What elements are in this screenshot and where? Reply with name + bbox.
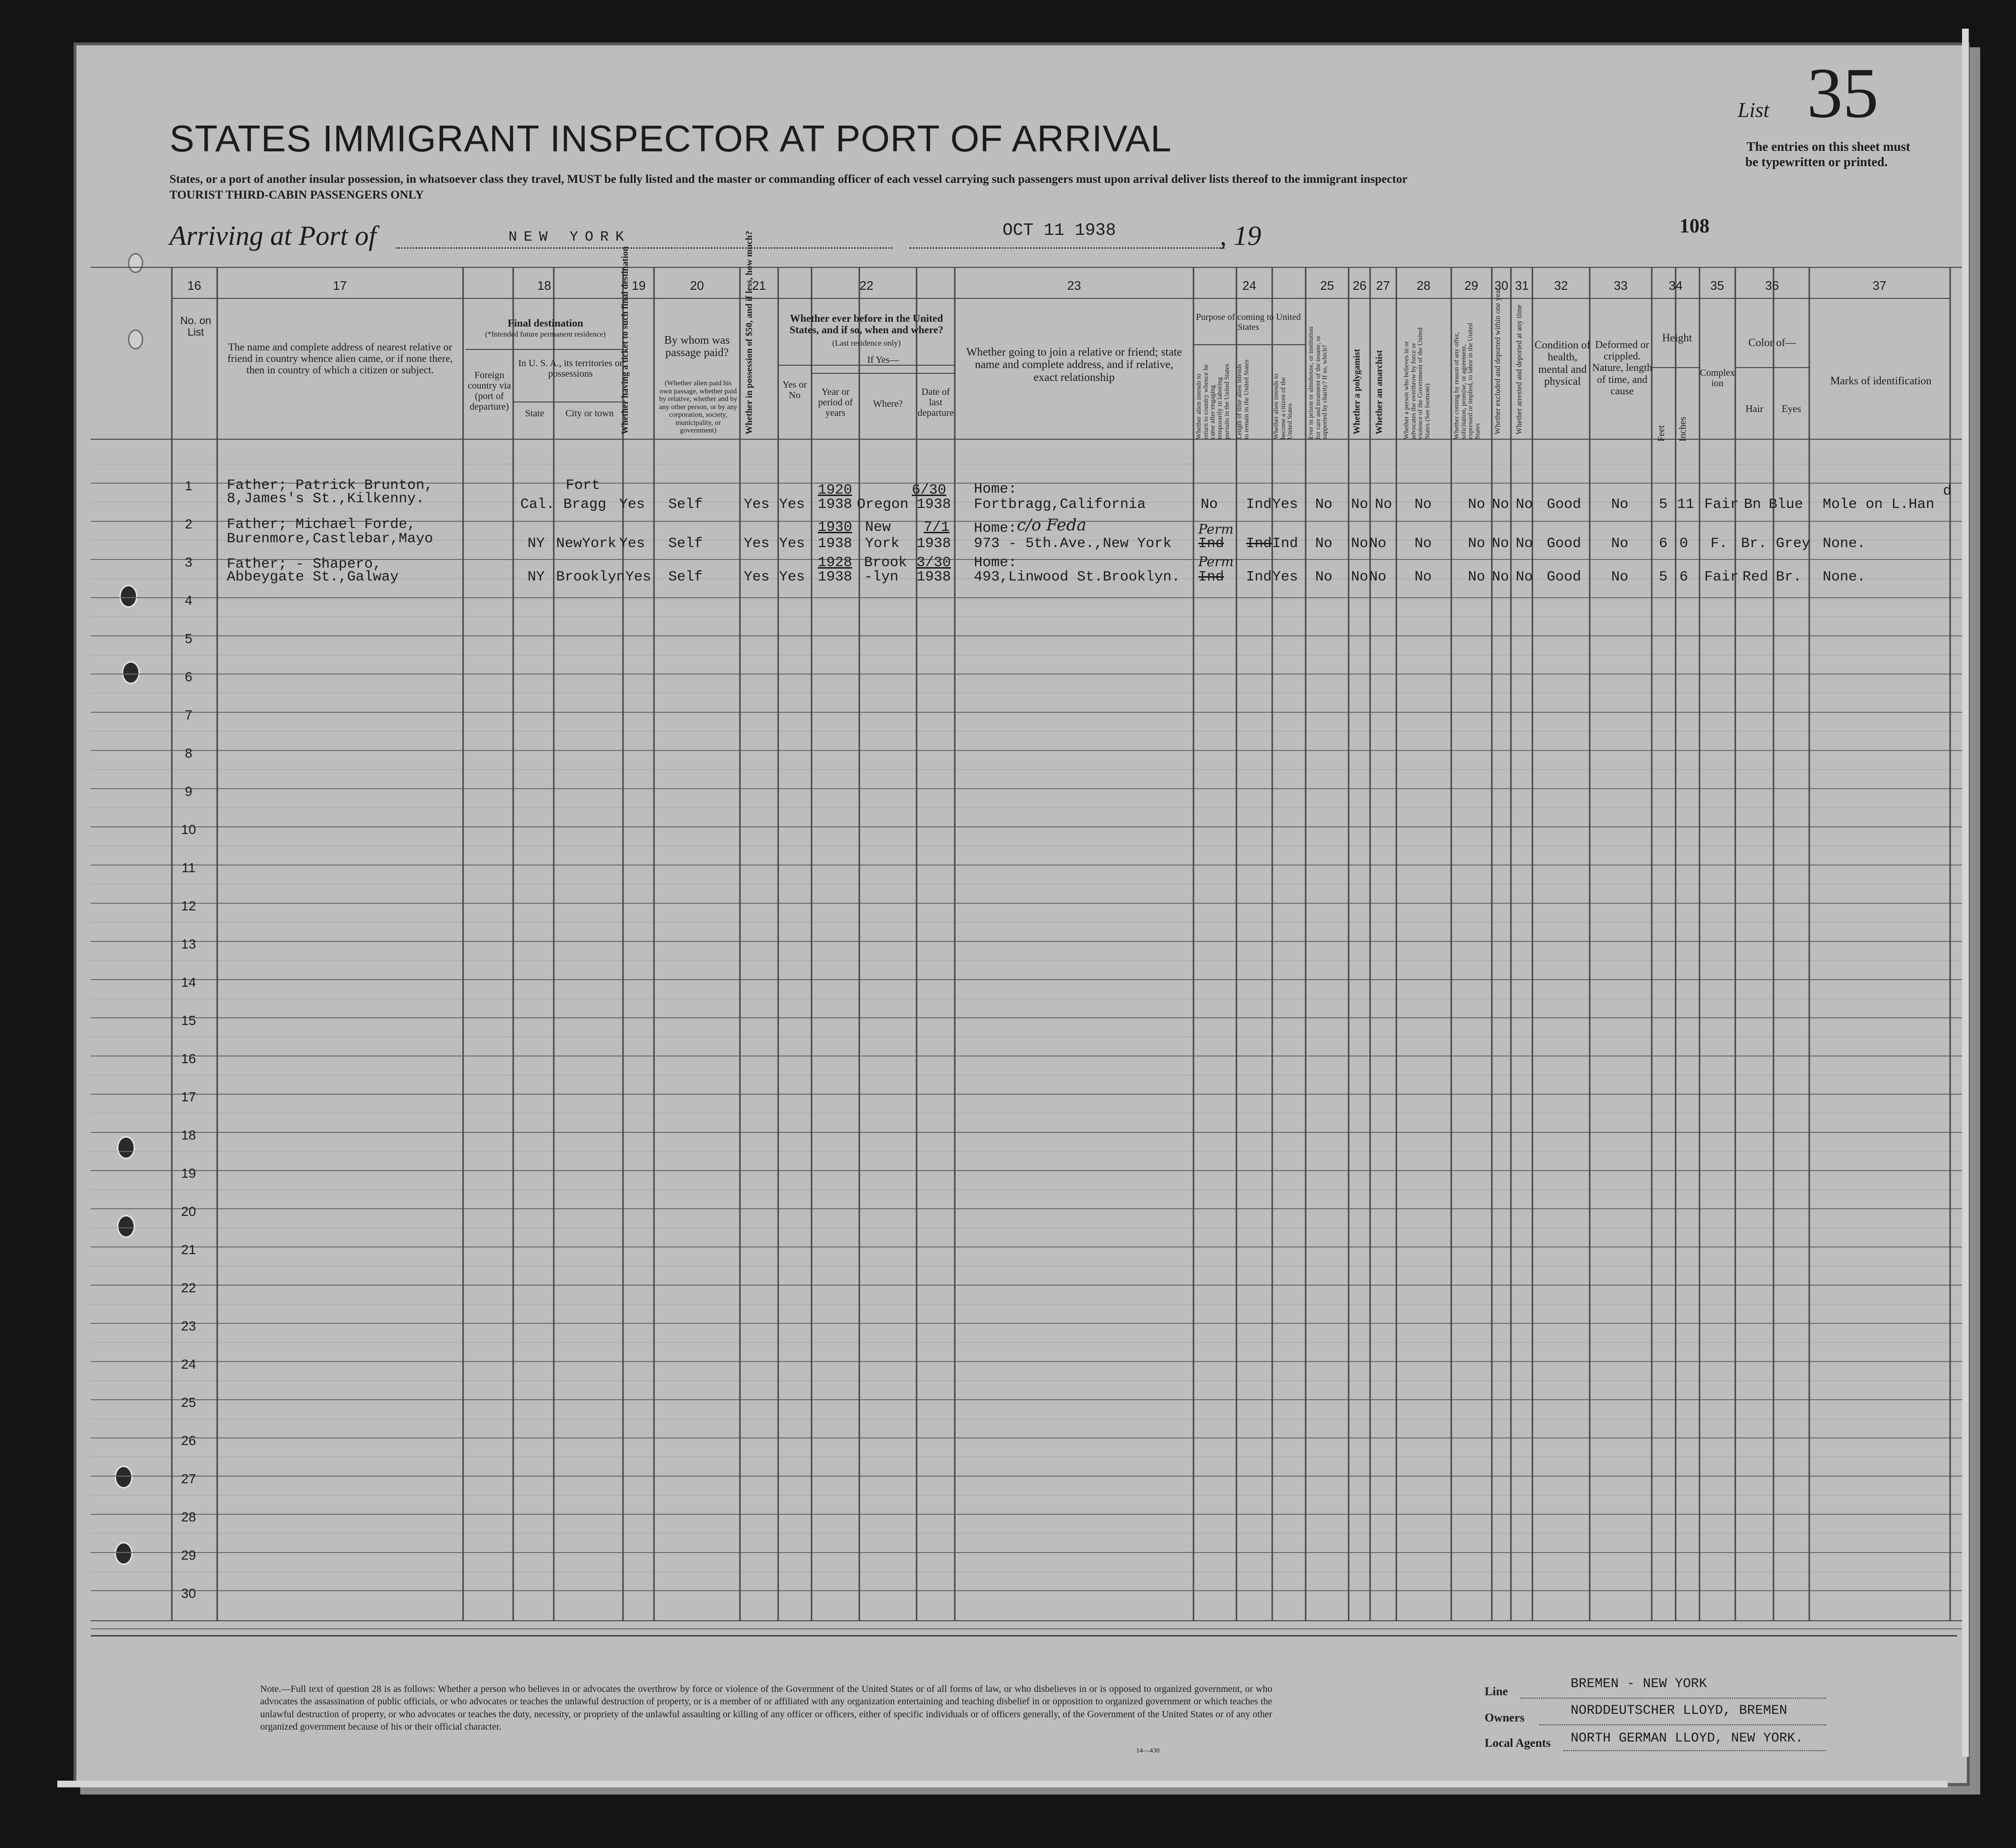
purpose-handwritten: Perm — [1198, 554, 1234, 570]
hair-color: Red — [1742, 569, 1769, 585]
deformed: No — [1611, 536, 1629, 552]
where-in-us: -lyn — [864, 569, 899, 585]
prison: No — [1315, 569, 1333, 585]
header-yes-no: Yes or No — [782, 380, 807, 401]
deported: No — [1516, 569, 1533, 585]
deported: No — [1516, 496, 1533, 513]
polygamist: No — [1351, 569, 1369, 585]
joining-address: 493,Linwood St.Brooklyn. — [974, 569, 1181, 585]
health: Good — [1547, 496, 1582, 513]
purpose-citizen: Yes — [1272, 496, 1298, 513]
line-label: Line — [1485, 1685, 1508, 1698]
destination-city: Fort — [566, 477, 601, 494]
row-number: 26 — [181, 1433, 196, 1448]
row-number: 20 — [181, 1204, 196, 1219]
row-number: 12 — [181, 898, 196, 913]
destination-city: NewYork — [556, 536, 617, 552]
row-number: 28 — [181, 1510, 196, 1524]
header-year: Year or period of years — [818, 387, 853, 418]
excluded: No — [1492, 569, 1509, 585]
years-in-us: 1930 — [818, 519, 853, 536]
header-passage-paid: By whom was passage paid? — [664, 334, 730, 359]
header-labor-offer: Whether coming by reason of any offer, solicitation, promise, or agreement, expressed or implied, to labor in the United States — [1453, 323, 1482, 439]
health: Good — [1547, 536, 1582, 552]
row-number: 4 — [185, 593, 192, 608]
row-number: 11 — [181, 860, 196, 875]
header-purpose-citizen: Whether alien intends to become a citizen of the United States — [1273, 373, 1294, 439]
year-prefix: , 19 — [1220, 220, 1261, 251]
row-number: 14 — [181, 975, 196, 990]
joining: Home: — [974, 520, 1017, 537]
header-no-on-list: No. on List — [180, 315, 211, 338]
column-number: 25 — [1320, 278, 1334, 293]
ticket: Yes — [625, 569, 652, 585]
ever-before: Yes — [779, 569, 805, 585]
column-number: 28 — [1416, 278, 1431, 293]
header-ticket: Whether having a ticket to such final destination — [620, 246, 630, 434]
row-number: 30 — [181, 1586, 196, 1601]
list-number: 35 — [1807, 53, 1879, 133]
header-deformed: Deformed or crippled. Nature, length of time, and cause — [1592, 338, 1652, 397]
column-number: 32 — [1554, 278, 1568, 293]
destination-city: Brooklyn — [556, 569, 625, 585]
purpose-length: Ind — [1246, 496, 1272, 513]
page-title: STATES IMMIGRANT INSPECTOR AT PORT OF ARRIVAL — [169, 117, 1172, 159]
eye-color: Blue — [1769, 496, 1804, 513]
where-in-us: Brook — [864, 555, 908, 571]
height-feet: 5 — [1659, 496, 1668, 513]
ever-before: Yes — [779, 536, 805, 552]
labor-offer: No — [1468, 569, 1486, 585]
polygamist: No — [1351, 496, 1369, 513]
column-number: 20 — [690, 278, 704, 293]
header-complexion: Complexion — [1699, 368, 1735, 389]
last-departure: 6/30 — [912, 482, 947, 498]
header-health: Condition of health, mental and physical — [1534, 339, 1591, 387]
purpose-handwritten: Perm — [1198, 521, 1234, 537]
port-value: NEW YORK — [508, 229, 631, 245]
row-number: 24 — [181, 1357, 196, 1372]
list-note: be typewritten or printed. — [1745, 155, 1888, 169]
years-in-us: 1928 — [818, 555, 853, 571]
relative-address: Abbeygate St.,Galway — [227, 569, 399, 585]
joining-handwritten: c/o Feda — [1017, 516, 1087, 535]
where-in-us: Oregon — [857, 496, 909, 513]
header-before-in-us: Whether ever before in the United States, and if so, when and where? — [789, 312, 944, 336]
column-number: 35 — [1710, 278, 1724, 293]
joining-address: Fortbragg,California — [974, 496, 1146, 513]
years-in-us: 1938 — [818, 536, 853, 552]
row-number: 25 — [181, 1395, 196, 1410]
deformed: No — [1611, 569, 1629, 585]
header-fifty-dollars: Whether in possession of $50, and if less, how much? — [744, 231, 754, 434]
header-city: City or town — [565, 408, 614, 419]
line-value: BREMEN - NEW YORK — [1571, 1677, 1707, 1691]
row-number: 16 — [181, 1051, 196, 1066]
fifty-dollars: Yes — [744, 569, 770, 585]
header-passage-paid-sub: (Whether alien paid his own passage, whether paid by relative, whether and by any other person, or by any corporation, society, municipality, or government) — [659, 380, 738, 434]
labor-offer: No — [1468, 536, 1486, 552]
header-color-of: Color of— — [1748, 337, 1796, 348]
header-foreign-country: Foreign country via (port of departure) — [467, 370, 511, 412]
column-number: 17 — [333, 278, 347, 293]
column-number: 23 — [1067, 278, 1081, 293]
column-number: 18 — [537, 278, 551, 293]
marks: None. — [1823, 569, 1866, 585]
deformed: No — [1611, 496, 1629, 513]
destination-state: NY — [528, 569, 545, 585]
labor-offer: No — [1468, 496, 1486, 513]
header-final-destination: Final destination — [507, 317, 583, 329]
joining: Home: — [974, 481, 1017, 497]
destination-state: NY — [528, 536, 545, 552]
header-height: Height — [1662, 332, 1692, 344]
purpose-length: Ind — [1246, 536, 1272, 552]
header-overthrow: Whether a person who believes in or advocates the overthrow by force or violence of the Government of the United States (See footnote) — [1403, 327, 1432, 439]
header-last-departure: Date of last departure — [918, 387, 954, 418]
complexion: F. — [1710, 536, 1728, 552]
header-relative: The name and complete address of nearest relative or friend in country whence alien came, or if none there, then in country of which a citizen or subject. — [227, 341, 453, 376]
header-state: State — [525, 408, 544, 419]
column-number: 36 — [1765, 278, 1779, 293]
height-inches: 0 — [1679, 536, 1689, 552]
agents-label: Local Agents — [1485, 1737, 1551, 1750]
column-number: 26 — [1352, 278, 1367, 293]
height-feet: 5 — [1659, 569, 1668, 585]
row-number: 27 — [181, 1471, 196, 1486]
prison: No — [1315, 496, 1333, 513]
header-before-in-us-sub: (Last residence only) — [832, 338, 901, 348]
row-number: 8 — [185, 746, 192, 760]
header-anarchist: Whether an anarchist — [1374, 350, 1384, 434]
row-number: 23 — [181, 1319, 196, 1333]
last-departure: 3/30 — [917, 555, 951, 571]
row-number: 21 — [181, 1242, 196, 1257]
anarchist: No — [1369, 536, 1387, 552]
passage-paid-by: Self — [668, 569, 703, 585]
row-number: 6 — [185, 669, 192, 684]
agents-value: NORTH GERMAN LLOYD, NEW YORK. — [1571, 1731, 1804, 1746]
row-number: 9 — [185, 784, 192, 799]
joining-address: 973 - 5th.Ave.,New York — [974, 536, 1172, 552]
overthrow: No — [1414, 569, 1432, 585]
header-final-destination-sub: (*Intended future permanent residence) — [485, 330, 606, 338]
relative-address: 8,James's St.,Kilkenny. — [227, 491, 425, 507]
eye-color: Br. — [1776, 569, 1802, 585]
height-inches: 6 — [1679, 569, 1689, 585]
column-number: 31 — [1515, 278, 1529, 293]
row-number: 7 — [185, 708, 192, 722]
header-going-to-join: Whether going to join a relative or friend; state name and complete address, and if relative, exact relationship — [966, 346, 1182, 384]
complexion: Fair — [1704, 496, 1739, 513]
owners-label: Owners — [1485, 1711, 1525, 1724]
header-purpose-return: Whether alien intends to return to country whence he came after engaging temporarily in laboring pursuits in the United States — [1195, 364, 1231, 439]
header-marks: Marks of identification — [1830, 375, 1932, 387]
header-eyes: Eyes — [1782, 403, 1801, 414]
where-in-us: York — [865, 536, 900, 552]
ticket: Yes — [619, 536, 645, 552]
years-in-us: 1920 — [818, 482, 853, 498]
deported: No — [1516, 536, 1533, 552]
column-number: 37 — [1872, 278, 1887, 293]
row-number: 18 — [181, 1128, 196, 1142]
last-departure: 1938 — [917, 536, 951, 552]
purpose-return: Ind — [1198, 569, 1224, 585]
header-purpose-length: Length of time alien intends to remain in the United States — [1236, 359, 1250, 439]
row-number: 3 — [185, 555, 192, 570]
ticket: Yes — [619, 496, 645, 513]
eye-color: Grey — [1776, 536, 1811, 552]
header-feet: Feet — [1656, 425, 1667, 442]
health: Good — [1547, 569, 1582, 585]
anarchist: No — [1369, 569, 1387, 585]
last-departure: 7/1 — [924, 519, 950, 536]
footnote: Note.—Full text of question 28 is as follows: Whether a person who believes in or advocates the overthrow by force or violence of the Government of the United States or of all forms of law, or who disbelieves in or is opposed to organized government, or who advocates the assassination of public officials, or who advocates or teaches the unlawful destruction of property, or is a member of or affiliated with any organization entertaining and teaching disbelief in or opposition to organized government or which teaches the unlawful destruction of property, or who advocates or teaches the duty, necessity, or propriety of the unlawful assaulting or killing of any officer or officers, either of specific individuals or of officers generally, of the Government of the United States or of any other organized government because of his or their official character. — [260, 1684, 1272, 1732]
row-number: 10 — [181, 822, 196, 837]
header-hair: Hair — [1745, 403, 1763, 414]
date-stamp: OCT 11 1938 — [1003, 221, 1116, 240]
row-number: 13 — [181, 937, 196, 951]
overthrow: No — [1414, 536, 1432, 552]
owners-value: NORDDEUTSCHER LLOYD, BREMEN — [1571, 1703, 1787, 1718]
line-rule — [1520, 1698, 1826, 1699]
relative-name: Father; - Shapero, — [227, 556, 382, 572]
row-number: 17 — [181, 1089, 196, 1104]
agents-rule — [1563, 1750, 1826, 1751]
anarchist: No — [1375, 496, 1393, 513]
column-number: 16 — [187, 278, 201, 293]
last-departure: 1938 — [917, 569, 951, 585]
header-if-yes: If Yes— — [867, 355, 899, 365]
row-number: 15 — [181, 1013, 196, 1028]
row-number: 2 — [185, 517, 192, 531]
header-deported: Whether arrested and deported at any time — [1515, 305, 1523, 434]
height-inches: 11 — [1677, 496, 1695, 513]
owners-rule — [1540, 1724, 1826, 1725]
fifty-dollars: Yes — [744, 536, 770, 552]
relative-address: Burenmore,Castlebar,Mayo — [227, 531, 433, 547]
last-departure: 1938 — [917, 496, 951, 513]
header-purpose: Purpose of coming to United States — [1196, 312, 1301, 332]
arriving-label: Arriving at Port of — [169, 220, 377, 251]
joining: Home: — [974, 555, 1017, 571]
destination-state: Cal. — [520, 496, 555, 513]
header-excluded: Whether excluded and deported within one year — [1494, 287, 1502, 434]
list-note: The entries on this sheet must — [1746, 139, 1910, 154]
marks: None. — [1823, 536, 1866, 552]
row-number: 19 — [181, 1166, 196, 1181]
column-number: 33 — [1614, 278, 1628, 293]
passage-paid-by: Self — [668, 536, 703, 552]
form-number: 14—430 — [1136, 1747, 1160, 1754]
hair-color: Bn — [1744, 496, 1762, 513]
purpose-citizen: Ind — [1272, 536, 1298, 552]
marks: Mole on L.Han — [1823, 496, 1935, 513]
marks-overflow: d — [1943, 483, 1952, 499]
excluded: No — [1492, 496, 1509, 513]
column-number: 21 — [752, 278, 766, 293]
passage-paid-by: Self — [668, 496, 703, 513]
column-number: 19 — [632, 278, 646, 293]
column-number: 29 — [1464, 278, 1478, 293]
header-usa: In U. S. A., its territories or possessions — [518, 358, 623, 379]
relative-name: Father; Michael Forde, — [227, 517, 416, 533]
ever-before: Yes — [779, 496, 805, 513]
header-where: Where? — [873, 399, 903, 409]
column-number: 22 — [859, 278, 874, 293]
hair-color: Br. — [1741, 536, 1767, 552]
height-feet: 6 — [1659, 536, 1668, 552]
purpose-return: No — [1201, 496, 1218, 513]
header-subtitle: States, or a port of another insular possession, in whatsoever class they travel, MUST be fully listed and the master or commanding officer of each vessel carrying such passengers must upon arrival deliver lists thereof to the immigrant inspector — [169, 173, 1408, 186]
complexion: Fair — [1704, 569, 1739, 585]
prison: No — [1315, 536, 1333, 552]
polygamist: No — [1351, 536, 1369, 552]
page-number: 108 — [1679, 215, 1710, 237]
class-line: TOURIST THIRD-CABIN PASSENGERS ONLY — [169, 189, 424, 201]
fifty-dollars: Yes — [744, 496, 770, 513]
overthrow: No — [1414, 496, 1432, 513]
purpose-citizen: Yes — [1272, 569, 1298, 585]
years-in-us: 1938 — [818, 569, 853, 585]
column-number: 34 — [1668, 278, 1683, 293]
header-inches: Inches — [1678, 416, 1688, 442]
header-prison: Ever in prison or almshouse, or institution for care and treatment of the insane, or supported by charity? If so, which? — [1308, 326, 1329, 439]
years-in-us: 1938 — [818, 496, 853, 513]
row-number: 5 — [185, 631, 192, 646]
purpose-return: Ind — [1198, 536, 1224, 552]
excluded: No — [1492, 536, 1509, 552]
row-number: 29 — [181, 1548, 196, 1563]
footer-rule — [91, 1635, 1957, 1637]
relative-name: Father; Patrick Brunton, — [227, 477, 433, 494]
column-number: 24 — [1242, 278, 1256, 293]
row-number: 1 — [185, 478, 192, 493]
header-polygamist: Whether a polygamist — [1352, 348, 1362, 434]
row-number: 22 — [181, 1280, 196, 1295]
where-in-us: New — [865, 519, 891, 536]
destination-city: Bragg — [563, 496, 607, 513]
column-number: 30 — [1494, 278, 1509, 293]
column-number: 27 — [1376, 278, 1390, 293]
list-label: List — [1738, 98, 1770, 122]
purpose-length: Ind — [1246, 569, 1272, 585]
